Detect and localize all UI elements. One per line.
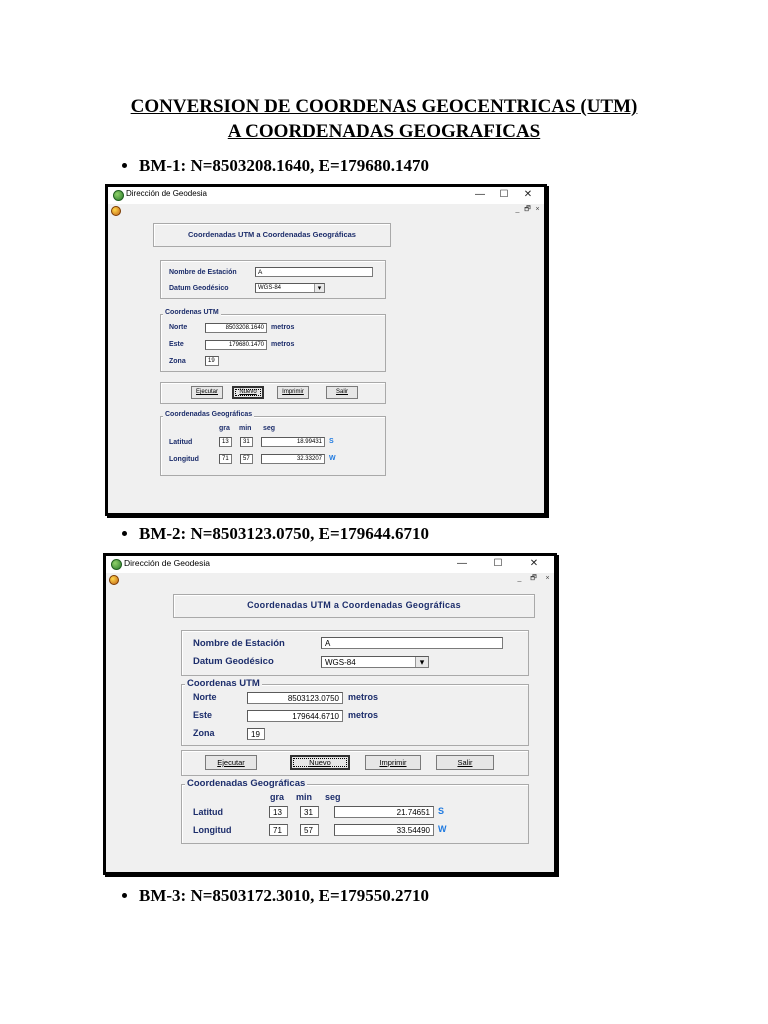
lon-label: Longitud [193,825,232,835]
print-button[interactable] [365,755,421,770]
utm-group [181,678,529,746]
chevron-down-icon[interactable]: ▾ [415,657,428,667]
north-input[interactable]: 8503123.0750 [247,692,343,704]
zone-label: Zona [169,358,186,365]
lon-hemisphere: W [329,455,336,462]
mdi-minimize-button[interactable]: _ [517,575,522,582]
minimize-button[interactable]: — [457,558,467,569]
station-label: Nombre de Estación [193,638,285,649]
lat-label: Latitud [193,807,223,817]
document-title [0,94,768,144]
east-input[interactable]: 179644.6710 [247,710,343,722]
lon-sec-input[interactable]: 32.33207 [261,454,325,464]
datum-value: WGS-84 [325,658,356,667]
east-label: Este [193,710,213,720]
east-units: metros [348,710,379,720]
print-button-label: Imprimir [379,758,407,767]
exit-button[interactable] [436,755,494,770]
station-label: Nombre de Estación [169,269,237,276]
bm3-heading-text: BM-3: N=8503172.3010, E=179550.2710 [139,886,429,905]
north-input[interactable]: 8503208.1640 [205,323,267,333]
button-bar [160,382,386,404]
window-title: Dirección de Geodesia [124,558,210,568]
col-minutes: min [296,792,313,802]
datum-label: Datum Geodésico [169,285,229,292]
execute-button[interactable] [191,386,223,399]
maximize-button[interactable]: ☐ [493,558,503,569]
app-icon[interactable] [111,206,121,216]
title-bar[interactable] [106,556,554,573]
bullet-icon [122,531,127,536]
lat-label: Latitud [169,439,193,446]
utm-group [160,309,386,372]
new-button-label: Nuevo [239,389,257,395]
north-label: Norte [193,692,217,702]
window-title: Dirección de Geodesia [126,189,207,198]
mdi-close-button[interactable]: × [535,206,540,213]
north-units: metros [271,324,295,331]
mdi-close-button[interactable]: × [545,575,550,582]
lon-label: Longitud [169,456,199,463]
east-label: Este [169,341,184,348]
lat-sec-input[interactable]: 18.99431 [261,437,325,447]
lat-deg-input[interactable]: 13 [269,806,288,818]
mdi-restore-button[interactable]: 🗗 [530,575,537,582]
station-panel [181,630,529,676]
bm1-heading [122,156,429,176]
north-units: metros [348,692,379,702]
east-input[interactable]: 179680.1470 [205,340,267,350]
geodesia-window-bm2 [103,553,557,875]
bm3-heading [122,886,429,906]
globe-icon [113,190,124,201]
lon-min-input[interactable]: 57 [240,454,253,464]
maximize-button[interactable]: ☐ [499,189,509,200]
col-degrees: gra [219,425,230,432]
mdi-bar [108,204,544,216]
geo-group [160,411,386,476]
geodesia-window-bm1 [105,184,547,516]
new-button[interactable] [290,755,350,770]
lat-min-input[interactable]: 31 [300,806,319,818]
header-panel [173,594,535,618]
globe-icon [111,559,122,570]
close-button[interactable]: ✕ [529,558,539,569]
lon-deg-input[interactable]: 71 [269,824,288,836]
datum-value: WGS-84 [258,285,282,291]
station-input[interactable]: A [321,637,503,649]
col-degrees: gra [270,792,285,802]
panel-title: Coordenadas UTM a Coordenadas Geográficas [247,600,461,610]
title-bar[interactable] [108,187,544,204]
new-button-label: Nuevo [309,758,331,767]
station-input[interactable]: A [255,267,373,277]
north-label: Norte [169,324,188,331]
form-content [108,216,544,513]
bullet-icon [122,893,127,898]
lat-hemisphere: S [329,438,334,445]
zone-input[interactable]: 19 [205,356,219,366]
app-icon[interactable] [109,575,119,585]
exit-button-label: Salir [457,758,473,767]
panel-title: Coordenadas UTM a Coordenadas Geográficas [188,230,356,239]
mdi-bar [106,573,554,585]
execute-button-label: Ejecutar [195,389,218,395]
datum-label: Datum Geodésico [193,656,274,667]
lon-min-input[interactable]: 57 [300,824,319,836]
new-button[interactable] [232,386,264,399]
geo-group-title: Coordenadas Geográficas [165,411,253,418]
lat-deg-input[interactable]: 13 [219,437,232,447]
minimize-button[interactable]: — [475,189,485,200]
col-minutes: min [239,425,252,432]
form-content [106,585,554,872]
header-panel [153,223,391,247]
lat-hemisphere: S [438,806,445,816]
exit-button-label: Salir [335,389,348,395]
print-button[interactable] [277,386,309,399]
close-button[interactable]: ✕ [523,189,533,200]
col-seconds: seg [325,792,341,802]
datum-select[interactable] [321,656,429,668]
button-bar [181,750,529,776]
lat-sec-input[interactable]: 21.74651 [334,806,434,818]
document-title-line2: A COORDENADAS GEOGRAFICAS [227,121,541,142]
lon-deg-input[interactable]: 71 [219,454,232,464]
bm1-heading-text: BM-1: N=8503208.1640, E=179680.1470 [139,156,429,175]
lat-min-input[interactable]: 31 [240,437,253,447]
execute-button[interactable] [205,755,257,770]
bm2-heading [122,524,429,544]
zone-label: Zona [193,728,215,738]
bm2-heading-text: BM-2: N=8503123.0750, E=179644.6710 [139,524,429,543]
print-button-label: Imprimir [282,389,304,395]
execute-button-label: Ejecutar [217,758,245,767]
utm-group-title: Coordenas UTM [165,309,219,316]
datum-select[interactable] [255,283,325,293]
lon-sec-input[interactable]: 33.54490 [334,824,434,836]
chevron-down-icon[interactable]: ▾ [314,284,324,292]
station-panel [160,260,386,299]
document-title-line1: CONVERSION DE COORDENAS GEOCENTRICAS (UTM) [130,96,638,117]
utm-group-title: Coordenas UTM [187,678,260,689]
zone-input[interactable]: 19 [247,728,265,740]
lon-hemisphere: W [438,824,447,834]
mdi-restore-button[interactable]: 🗗 [524,206,531,213]
geo-group [181,778,529,844]
geo-group-title: Coordenadas Geográficas [187,778,306,789]
bullet-icon [122,163,127,168]
col-seconds: seg [263,425,276,432]
east-units: metros [271,341,295,348]
exit-button[interactable] [326,386,358,399]
mdi-minimize-button[interactable]: _ [515,206,520,213]
